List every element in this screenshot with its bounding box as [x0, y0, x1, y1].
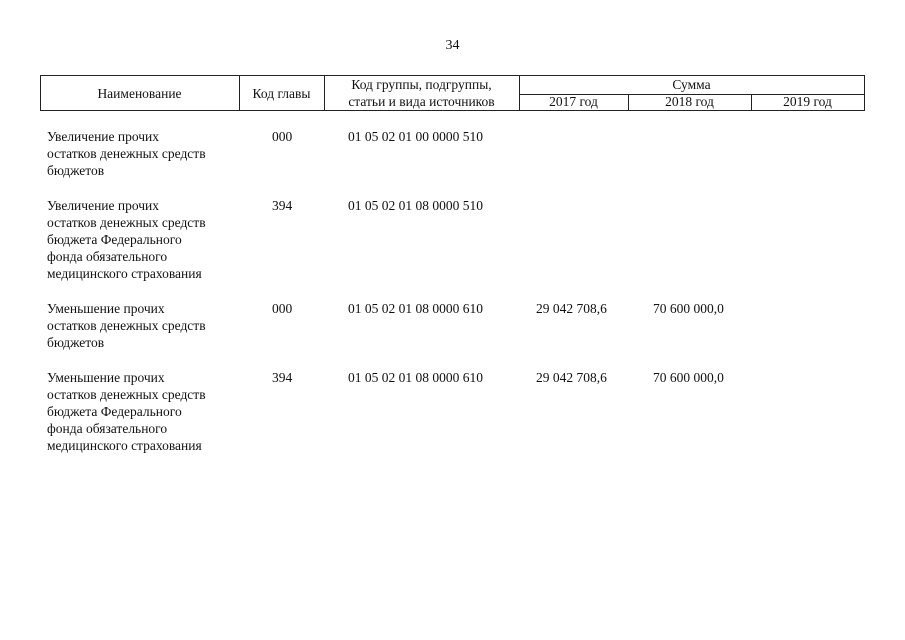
row-group-code: 01 05 02 01 08 0000 510 — [348, 198, 483, 213]
header-year-2017: 2017 год — [549, 94, 598, 109]
header-group-code-line2: статьи и вида источников — [348, 94, 495, 109]
row-sum-2017: 29 042 708,6 — [536, 301, 607, 316]
row-chapter-code: 000 — [272, 301, 293, 316]
header-sum: Сумма — [672, 77, 711, 92]
header-divider-right — [864, 76, 865, 110]
row-group-code: 01 05 02 01 00 0000 510 — [348, 129, 483, 144]
row-chapter-code: 394 — [272, 370, 293, 385]
header-year-2018: 2018 год — [665, 94, 714, 109]
table-header — [40, 75, 865, 111]
header-group-code-line1: Код группы, подгруппы, — [351, 77, 492, 92]
row-sum-2018: 70 600 000,0 — [653, 370, 724, 385]
header-chapter-code: Код главы — [252, 86, 311, 101]
row-group-code: 01 05 02 01 08 0000 610 — [348, 370, 483, 385]
header-year-2019: 2019 год — [783, 94, 832, 109]
row-name: Увеличение прочих остатков денежных средств бюджетов — [47, 129, 206, 178]
row-name: Уменьшение прочих остатков денежных средств бюджета Федерального фонда обязательного медицинского страхования — [47, 370, 206, 453]
row-chapter-code: 394 — [272, 198, 293, 213]
row-chapter-code: 000 — [272, 129, 293, 144]
page-number: 34 — [445, 38, 460, 53]
header-name: Наименование — [97, 86, 182, 101]
row-group-code: 01 05 02 01 08 0000 610 — [348, 301, 483, 316]
row-name: Увеличение прочих остатков денежных средств бюджета Федерального фонда обязательного медицинского страхования — [47, 198, 206, 281]
row-sum-2018: 70 600 000,0 — [653, 301, 724, 316]
row-name: Уменьшение прочих остатков денежных средств бюджетов — [47, 301, 206, 350]
row-sum-2017: 29 042 708,6 — [536, 370, 607, 385]
